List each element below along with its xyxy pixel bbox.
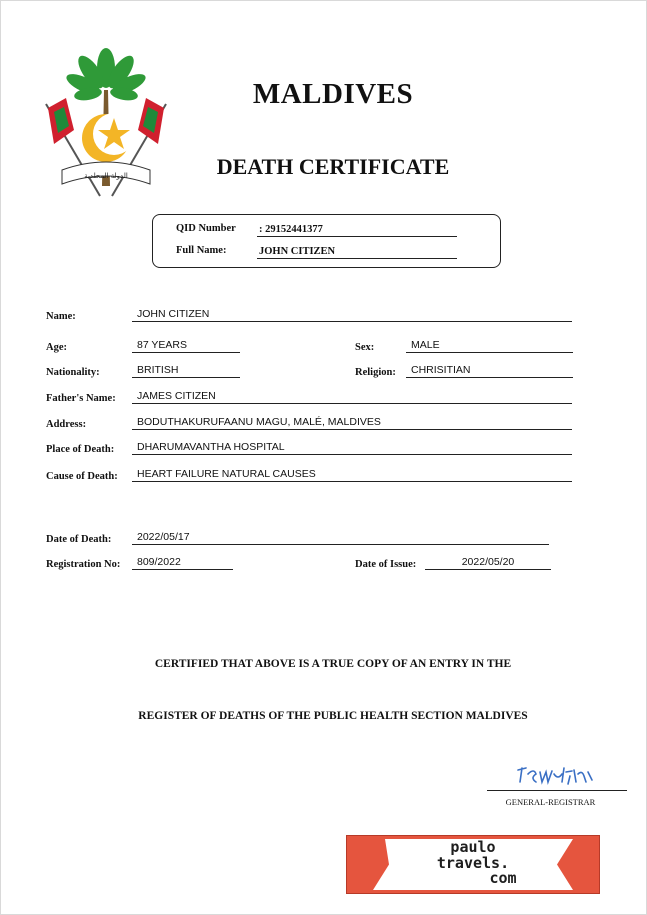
age-label: Age: xyxy=(46,342,67,353)
paulo-travels-logo xyxy=(346,835,600,894)
name-label: Name: xyxy=(46,311,76,322)
religion-value: CHRISITIAN xyxy=(406,364,573,378)
registration-no-value: 809/2022 xyxy=(132,556,233,570)
date-of-death-label: Date of Death: xyxy=(46,534,112,545)
sex-label: Sex: xyxy=(355,342,375,353)
qid-value: : 29152441377 xyxy=(257,223,457,237)
name-value: JOHN CITIZEN xyxy=(132,308,572,322)
document-title: DEATH CERTIFICATE xyxy=(216,154,450,179)
registrar-role: GENERAL-REGISTRAR xyxy=(505,797,596,807)
age-value: 87 YEARS xyxy=(132,339,240,353)
sex-value: MALE xyxy=(406,339,573,353)
svg-text:الدولة المحلدية: الدولة المحلدية xyxy=(84,172,128,180)
logo-text xyxy=(383,840,563,887)
logo-line-2: travels. xyxy=(436,853,510,872)
nationality-value: BRITISH xyxy=(132,364,240,378)
father-name-value: JAMES CITIZEN xyxy=(132,390,572,404)
certification-line-1: CERTIFIED THAT ABOVE IS A TRUE COPY OF AN ENTRY IN THE xyxy=(154,658,512,670)
address-label: Address: xyxy=(46,419,87,430)
registration-no-label: Registration No: xyxy=(46,559,121,570)
qid-label: QID Number xyxy=(176,223,236,234)
date-of-issue-value: 2022/05/20 xyxy=(425,556,551,570)
signature-line xyxy=(487,790,627,791)
full-name-value: JOHN CITIZEN xyxy=(257,245,457,259)
nationality-label: Nationality: xyxy=(46,367,100,378)
maldives-coat-of-arms-icon xyxy=(36,46,176,202)
logo-line-3: com xyxy=(489,869,517,887)
country-title: MALDIVES xyxy=(252,78,414,110)
address-value: BODUTHAKURUFAANU MAGU, MALÉ, MALDIVES xyxy=(132,416,572,430)
cause-of-death-label: Cause of Death: xyxy=(46,471,118,482)
place-of-death-value: DHARUMAVANTHA HOSPITAL xyxy=(132,441,572,455)
logo-line-1: paulo xyxy=(450,838,496,856)
cause-of-death-value: HEART FAILURE NATURAL CAUSES xyxy=(132,468,572,482)
full-name-label: Full Name: xyxy=(176,245,227,256)
date-of-issue-label: Date of Issue: xyxy=(355,559,417,570)
father-name-label: Father's Name: xyxy=(46,393,116,404)
religion-label: Religion: xyxy=(355,367,396,378)
date-of-death-value: 2022/05/17 xyxy=(132,531,549,545)
place-of-death-label: Place of Death: xyxy=(46,444,115,455)
registrar-signature xyxy=(512,762,602,788)
certification-line-2: REGISTER OF DEATHS OF THE PUBLIC HEALTH SECTION MALDIVES xyxy=(138,710,528,722)
